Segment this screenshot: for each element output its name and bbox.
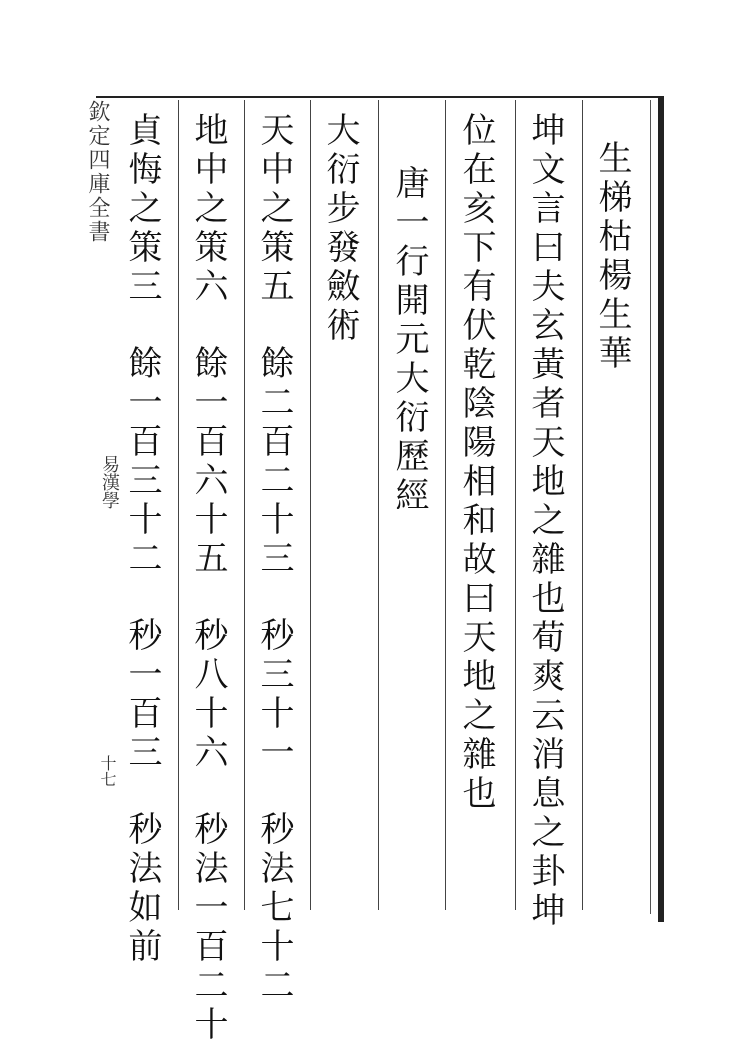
entry-seconds-rule: 秒法如前 bbox=[122, 811, 162, 967]
entry-term: 地中之策六 bbox=[188, 112, 228, 307]
column-rule bbox=[515, 100, 516, 910]
entry-seconds-rule: 秒法一百二十 bbox=[188, 811, 228, 1045]
margin-page-number: 十七 bbox=[98, 755, 117, 787]
margin-book-title: 易漢學 bbox=[99, 455, 120, 509]
text-column-2: 坤文言曰夫玄黃者天地之雜也荀爽云消息之卦坤 bbox=[525, 112, 565, 931]
entry-remainder: 餘二百二十三 bbox=[254, 345, 294, 579]
text-column-3: 位在亥下有伏乾陰陽相和故曰天地之雜也 bbox=[456, 112, 496, 814]
text-column-7 bbox=[188, 112, 228, 1045]
entry-remainder: 餘一百六十五 bbox=[188, 345, 228, 579]
entry-term: 天中之策五 bbox=[254, 112, 294, 307]
column-rule bbox=[582, 100, 583, 910]
text-column-5: 大衍步發斂術 bbox=[320, 112, 360, 346]
column-rule bbox=[445, 100, 446, 910]
entry-seconds: 秒八十六 bbox=[188, 617, 228, 773]
column-rule bbox=[244, 100, 245, 910]
column-rule bbox=[310, 100, 311, 910]
entry-seconds: 秒三十一 bbox=[254, 617, 294, 773]
entry-seconds: 秒一百三 bbox=[122, 617, 162, 773]
column-rule bbox=[378, 100, 379, 910]
text-column-8 bbox=[122, 112, 162, 967]
entry-seconds-rule: 秒法七十二 bbox=[254, 811, 294, 1006]
column-rule bbox=[178, 100, 179, 910]
text-column-4: 唐一行開元大衍歷經 bbox=[389, 165, 429, 516]
entry-remainder: 餘一百三十二 bbox=[122, 345, 162, 579]
entry-term: 貞悔之策三 bbox=[122, 112, 162, 307]
text-column-1: 生梯枯楊生華 bbox=[592, 140, 632, 374]
text-column-6 bbox=[254, 112, 294, 1006]
margin-title: 欽定四庫全書 bbox=[85, 100, 110, 244]
